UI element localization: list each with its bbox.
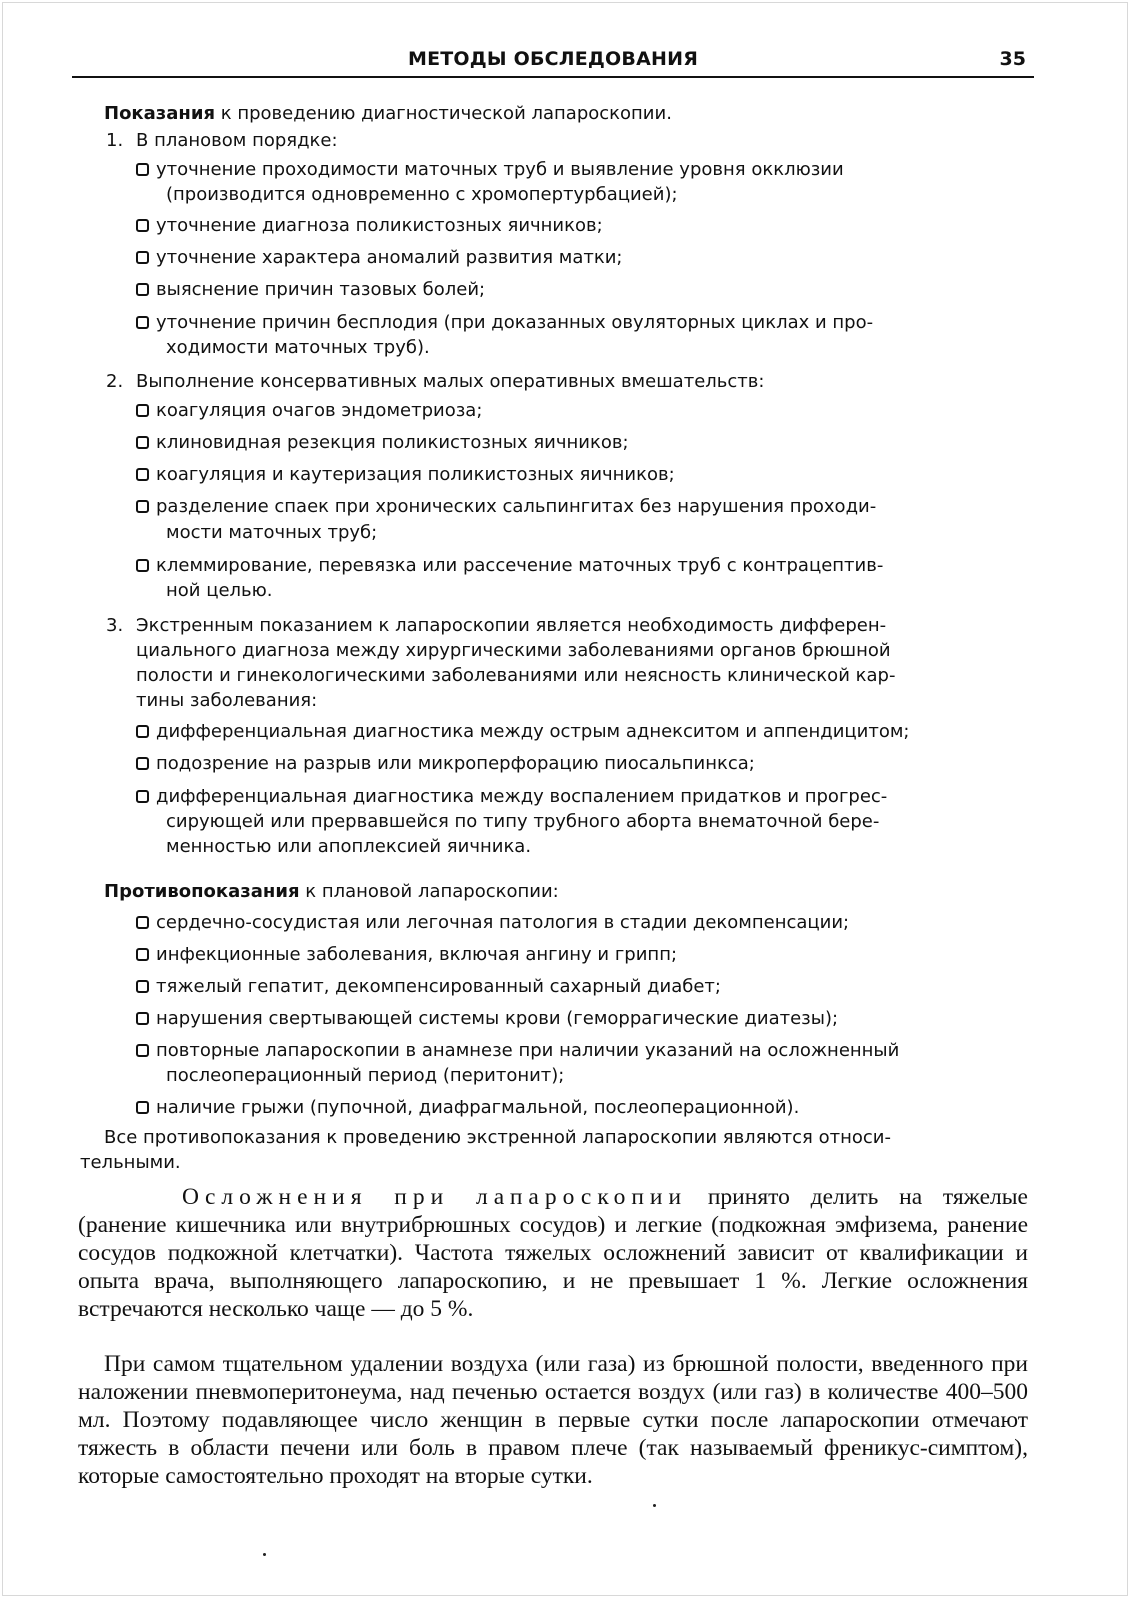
checkbox-square-icon: [136, 219, 149, 232]
indications-title-bold: Показания: [104, 103, 216, 124]
list-item: уточнение причин бесплодия (при доказанных овуляторных циклах и про-: [136, 310, 873, 336]
complications-paragraph-2: При самом тщательном удалении воздуха (или газа) из брюшной полости, введенного при наложении пневмоперитонеума, над печенью остается воздух (или газ) в количестве 400–500 мл. Поэтому подавляющее число женщин в первые сутки после лапароскопии отмечают тяжесть в области печени или боль в правом плече (так называемый френикус-симптом), которые самостоятельно проходят на вторые сутки.: [78, 1351, 1028, 1489]
checkbox-square-icon: [136, 1044, 149, 1057]
contraindications-title-rest: к плановой лапароскопии:: [299, 881, 559, 902]
checkbox-square-icon: [136, 468, 149, 481]
list-item-continuation: мости маточных труб;: [166, 522, 378, 543]
list-item: уточнение проходимости маточных труб и выявление уровня окклюзии: [136, 157, 844, 183]
running-title: МЕТОДЫ ОБСЛЕДОВАНИЯ: [407, 48, 699, 70]
list-item: дифференциальная диагностика между воспалением придатков и прогрес-: [136, 784, 887, 810]
list-item-continuation: менностью или апоплексией яичника.: [166, 836, 532, 857]
list-item-continuation: (производится одновременно с хромопертурбацией);: [166, 184, 678, 205]
list-item: нарушения свертывающей системы крови (геморрагические диатезы);: [136, 1006, 838, 1032]
list-item: клеммирование, перевязка или рассечение маточных труб с контрацептив-: [136, 553, 883, 579]
section-heading: В плановом порядке:: [136, 130, 338, 151]
list-item-continuation: послеоперационный период (перитонит);: [166, 1065, 565, 1086]
contraindications-title-bold: Противопоказания: [104, 881, 300, 902]
print-speck: [653, 1504, 656, 1507]
checkbox-square-icon: [136, 163, 149, 176]
complications-text: принято делить на тяжелые (ранение кишечника или внутрибрюшных сосудов) и легкие (подкожная эмфизема, ранение сосудов подкожной клетчатки). Частота тяжелых осложнений зависит от квалификации и опыта врача, выполняющего лапароскопию, и не превышает 1 %. Легкие осложнения встречаются несколько чаще — до 5 %.: [78, 1184, 1028, 1322]
list-item: уточнение диагноза поликистозных яичников;: [136, 213, 603, 239]
list-item: тяжелый гепатит, декомпенсированный сахарный диабет;: [136, 974, 721, 1000]
list-item: повторные лапароскопии в анамнезе при наличии указаний на осложненный: [136, 1038, 899, 1064]
list-item-continuation: сирующей или прервавшейся по типу трубного аборта внематочной бере-: [166, 811, 880, 832]
list-item: коагуляция и каутеризация поликистозных яичников;: [136, 462, 675, 488]
checkbox-square-icon: [136, 757, 149, 770]
section-number: 2.: [106, 371, 124, 392]
complications-lead: Осложнения при лапароскопии: [182, 1184, 688, 1210]
list-item: выяснение причин тазовых болей;: [136, 277, 485, 303]
list-item: клиновидная резекция поликистозных яичников;: [136, 430, 629, 456]
section-heading-line: Экстренным показанием к лапароскопии является необходимость дифферен-: [136, 615, 887, 636]
list-item: сердечно-сосудистая или легочная патология в стадии декомпенсации;: [136, 910, 849, 936]
section-heading-line: тины заболевания:: [136, 690, 318, 711]
list-item: уточнение характера аномалий развития матки;: [136, 245, 622, 271]
indications-title: [104, 101, 672, 127]
list-item-continuation: ной целью.: [166, 580, 273, 601]
checkbox-square-icon: [136, 725, 149, 738]
section-heading-line: полости и гинекологическими заболеваниями или неясность клинической кар-: [136, 665, 896, 686]
checkbox-square-icon: [136, 980, 149, 993]
list-item: дифференциальная диагностика между острым аднекситом и аппендицитом;: [136, 719, 910, 745]
checkbox-square-icon: [136, 1012, 149, 1025]
note-line: Все противопоказания к проведению экстренной лапароскопии являются относи-: [104, 1127, 891, 1148]
list-item: подозрение на разрыв или микроперфорацию пиосальпинкса;: [136, 751, 755, 777]
list-item: инфекционные заболевания, включая ангину и грипп;: [136, 942, 677, 968]
checkbox-square-icon: [136, 500, 149, 513]
list-item-continuation: ходимости маточных труб).: [166, 337, 430, 358]
section-number: 1.: [106, 130, 124, 151]
checkbox-square-icon: [136, 916, 149, 929]
note-line: тельными.: [80, 1152, 181, 1173]
section-heading: Выполнение консервативных малых оперативных вмешательств:: [136, 371, 765, 392]
checkbox-square-icon: [136, 559, 149, 572]
checkbox-square-icon: [136, 316, 149, 329]
checkbox-square-icon: [136, 251, 149, 264]
list-item: разделение спаек при хронических сальпингитах без нарушения проходи-: [136, 494, 876, 520]
checkbox-square-icon: [136, 404, 149, 417]
complications-paragraph: [78, 1183, 1028, 1323]
checkbox-square-icon: [136, 948, 149, 961]
indications-title-rest: к проведению диагностической лапароскопии.: [215, 103, 672, 124]
section-heading-line: циального диагноза между хирургическими заболеваниями органов брюшной: [136, 640, 891, 661]
list-item: коагуляция очагов эндометриоза;: [136, 398, 482, 424]
checkbox-square-icon: [136, 283, 149, 296]
checkbox-square-icon: [136, 1101, 149, 1114]
page-header: [72, 44, 1034, 78]
contraindications-title: [104, 879, 559, 905]
list-item: наличие грыжи (пупочной, диафрагмальной, послеоперационной).: [136, 1095, 799, 1121]
page-number: 35: [999, 48, 1026, 70]
checkbox-square-icon: [136, 790, 149, 803]
section-number: 3.: [106, 615, 124, 636]
checkbox-square-icon: [136, 436, 149, 449]
print-speck: [263, 1553, 266, 1556]
